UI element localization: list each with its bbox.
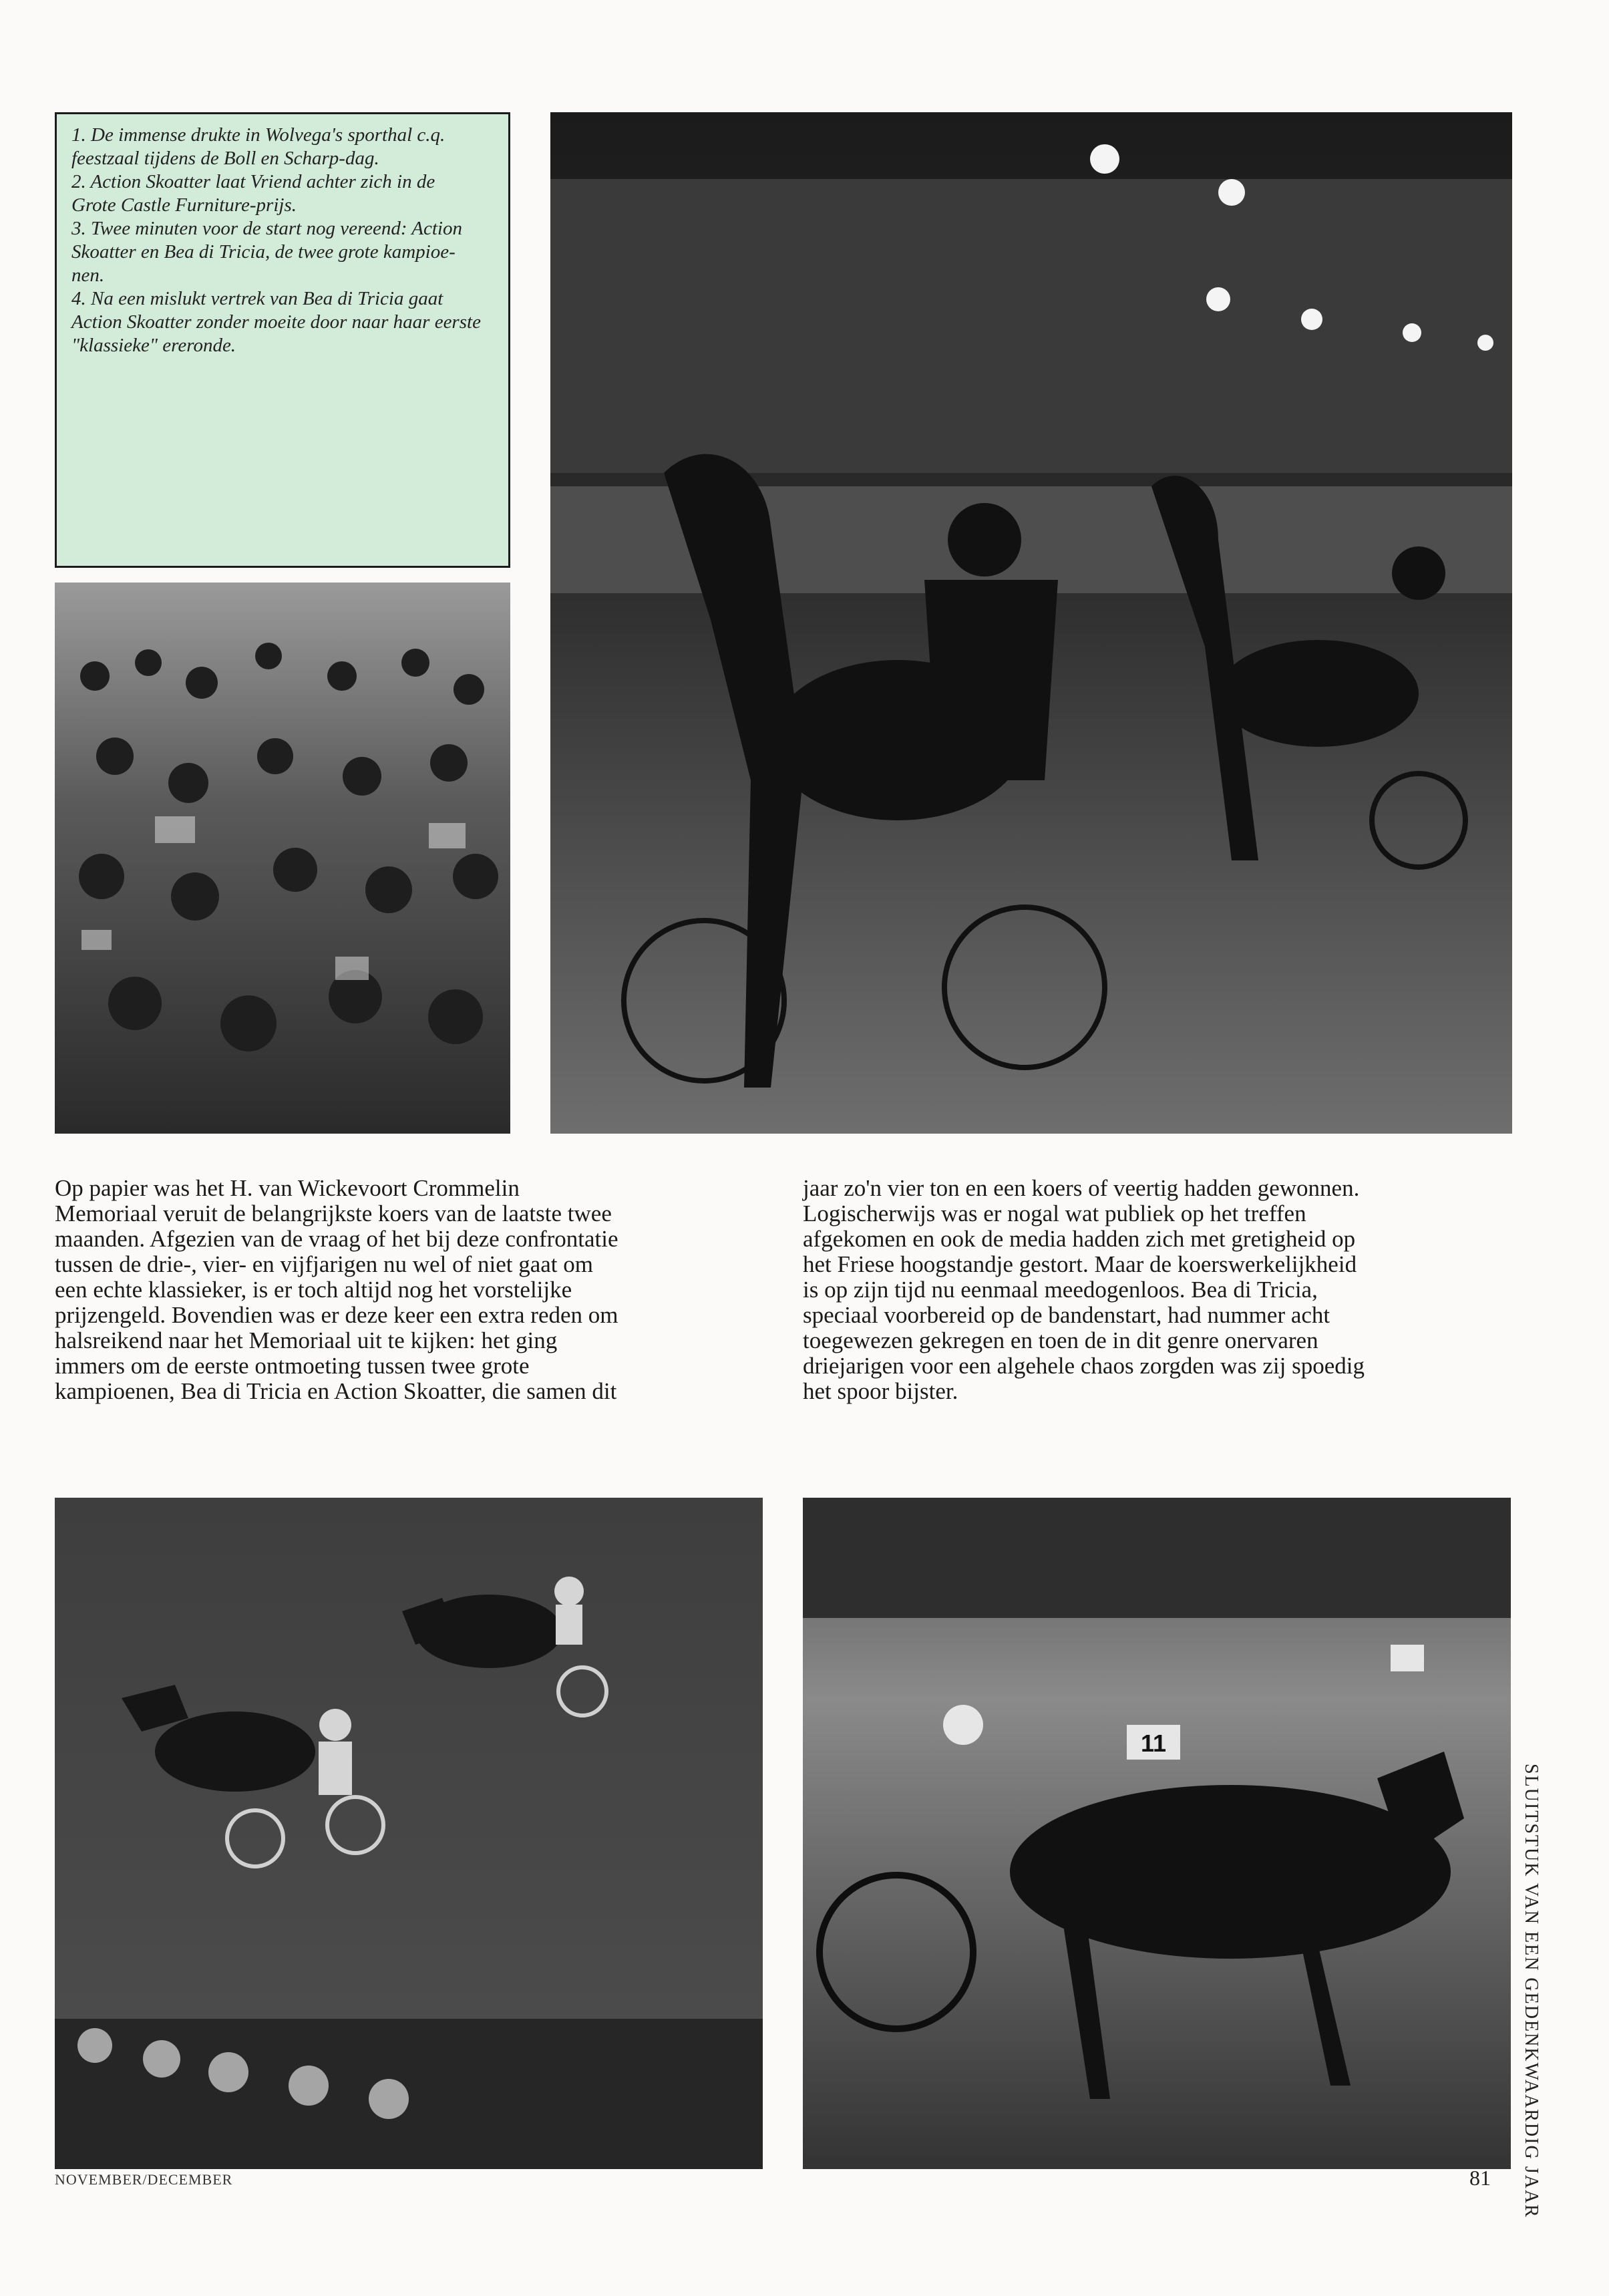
article-line: Memoriaal veruit de belangrijkste koers van de laatste twee	[55, 1200, 612, 1226]
article-line: Logischerwijs was er nogal wat publiek op het treffen	[803, 1200, 1306, 1226]
article-line: jaar zo'n vier ton en een koers of veertig hadden gewonnen.	[803, 1175, 1360, 1201]
caption-line: Grote Castle Furniture-prijs.	[71, 194, 297, 216]
page-number: 81	[1469, 2166, 1491, 2190]
article-line: prijzengeld. Bovendien was er deze keer een extra reden om	[55, 1302, 618, 1328]
article-line: speciaal voorbereid op de bandenstart, had nummer acht	[803, 1302, 1330, 1328]
article-line: kampioenen, Bea di Tricia en Action Skoatter, die samen dit	[55, 1378, 617, 1404]
caption-line: 1. De immense drukte in Wolvega's sporthal c.q.	[71, 124, 445, 146]
photo-two-horses-image	[55, 1498, 763, 2169]
article-line: een echte klassieker, is er toch altijd nog het vorstelijke	[55, 1277, 572, 1303]
caption-line: 3. Twee minuten voor de start nog vereend: Action	[71, 218, 462, 239]
article-line: het spoor bijster.	[803, 1378, 958, 1404]
article-line: het Friese hoogstandje gestort. Maar de koerswerkelijkheid	[803, 1251, 1357, 1277]
caption-line: Skoatter en Bea di Tricia, de twee grote kampioe-	[71, 241, 456, 263]
caption-line: 4. Na een mislukt vertrek van Bea di Tricia gaat	[71, 288, 443, 309]
caption-line: nen.	[71, 265, 105, 286]
article-line: immers om de eerste ontmoeting tussen twee grote	[55, 1353, 530, 1379]
caption-line: "klassieke" ereronde.	[71, 335, 236, 356]
article-column-left	[55, 1176, 776, 1404]
article-line: halsreikend naar het Memoriaal uit te kijken: het ging	[55, 1327, 558, 1353]
photo-horse-eleven	[803, 1498, 1511, 2169]
caption-line: Action Skoatter zonder moeite door naar haar eerste	[71, 311, 481, 333]
article-line: tussen de drie-, vier- en vijfjarigen nu wel of niet gaat om	[55, 1251, 593, 1277]
side-label-text: SLUITSTUK VAN EEN GEDENKWAARDIG JAAR	[1521, 1764, 1542, 2219]
bib-number: 11	[1140, 1730, 1167, 1757]
photo-horse-eleven-image	[803, 1498, 1511, 2169]
article-column-right	[803, 1176, 1524, 1404]
photo-two-horses	[55, 1498, 763, 2169]
article-line: Op papier was het H. van Wickevoort Crommelin	[55, 1175, 520, 1201]
caption-line: feestzaal tijdens de Boll en Scharp-dag.	[71, 148, 379, 169]
article-line: maanden. Afgezien van de vraag of het bij deze confrontatie	[55, 1226, 618, 1252]
footer-issue: NOVEMBER/DECEMBER	[55, 2171, 233, 2188]
caption-line: 2. Action Skoatter laat Vriend achter zich in de	[71, 171, 435, 192]
caption-box	[55, 112, 510, 568]
article-line: toegewezen gekregen en toen de in dit genre onervaren	[803, 1327, 1318, 1353]
photo-night-race-image	[550, 112, 1512, 1134]
photo-night-race	[550, 112, 1512, 1134]
photo-crowd	[55, 583, 510, 1134]
article-line: is op zijn tijd nu eenmaal meedogenloos. Bea di Tricia,	[803, 1277, 1318, 1303]
article-line: driejarigen voor een algehele chaos zorgden was zij spoedig	[803, 1353, 1365, 1379]
photo-crowd-image	[55, 583, 510, 1134]
article-line: afgekomen en ook de media hadden zich met gretigheid op	[803, 1226, 1356, 1252]
